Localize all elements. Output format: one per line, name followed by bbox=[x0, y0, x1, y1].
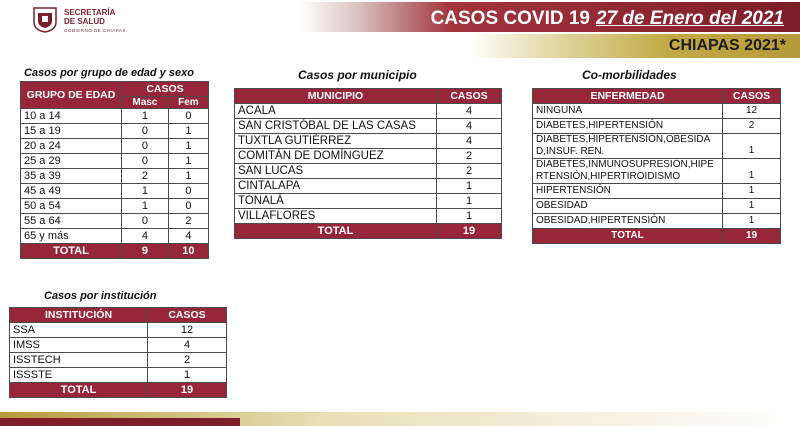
age-group-cell: 50 a 54 bbox=[21, 199, 122, 214]
disease-cases-cell: 1 bbox=[723, 134, 781, 159]
municipality-cases-cell: 4 bbox=[437, 134, 502, 149]
municipality-total-row: TOTAL 19 bbox=[235, 224, 502, 239]
disease-name-cell: OBESIDAD bbox=[533, 199, 723, 214]
table-row bbox=[21, 169, 209, 184]
municipality-name-cell: COMITÁN DE DOMÍNGUEZ bbox=[235, 149, 437, 164]
comorbidity-table bbox=[532, 88, 781, 244]
table-row bbox=[21, 229, 209, 244]
disease-cases-cell: 1 bbox=[723, 184, 781, 199]
coat-of-arms-logo bbox=[30, 4, 60, 34]
institution-table bbox=[9, 307, 227, 398]
male-count-cell: 0 bbox=[122, 124, 169, 139]
municipality-cases-cell: 2 bbox=[437, 149, 502, 164]
disease-cases-cell: 1 bbox=[723, 199, 781, 214]
male-count-cell: 1 bbox=[122, 184, 169, 199]
table-row bbox=[21, 199, 209, 214]
table-row bbox=[10, 323, 227, 338]
page-title: CASOS COVID 19 27 de Enero del 2021 bbox=[430, 8, 784, 29]
table-row bbox=[533, 199, 781, 214]
age-group-header: GRUPO DE EDAD bbox=[21, 82, 122, 109]
municipality-table-caption: Casos por municipio bbox=[298, 68, 417, 82]
table-row bbox=[235, 209, 502, 224]
female-header: Fem bbox=[168, 97, 208, 109]
table-row bbox=[533, 119, 781, 134]
municipality-cases-cell: 4 bbox=[437, 119, 502, 134]
title-banner bbox=[300, 2, 800, 32]
male-count-cell: 2 bbox=[122, 169, 169, 184]
disease-name-cell: DIABETES,HIPERTENSIÓN bbox=[533, 119, 723, 134]
institution-name-cell: SSA bbox=[10, 323, 148, 338]
cases-header: CASOS bbox=[122, 82, 209, 97]
table-row bbox=[21, 184, 209, 199]
org-name: SECRETARÍA DE SALUD GOBIERNO DE CHIAPAS bbox=[64, 8, 126, 33]
comorbidity-total-row: TOTAL 19 bbox=[533, 229, 781, 244]
comorbidity-table-caption: Co-morbilidades bbox=[582, 68, 677, 82]
municipality-name-cell: TUXTLA GUTIÉRREZ bbox=[235, 134, 437, 149]
table-row bbox=[235, 194, 502, 209]
table-row bbox=[10, 338, 227, 353]
age-group-cell: 20 a 24 bbox=[21, 139, 122, 154]
table-row bbox=[235, 119, 502, 134]
female-count-cell: 0 bbox=[168, 109, 208, 124]
municipality-header: MUNICIPIO bbox=[235, 89, 437, 104]
municipality-name-cell: ACALA bbox=[235, 104, 437, 119]
municipality-cases-cell: 2 bbox=[437, 164, 502, 179]
disease-cases-cell: 12 bbox=[723, 104, 781, 119]
table-row bbox=[235, 179, 502, 194]
male-count-cell: 0 bbox=[122, 214, 169, 229]
female-count-cell: 2 bbox=[168, 214, 208, 229]
institution-total-row: TOTAL 19 bbox=[10, 383, 227, 398]
municipality-cases-cell: 1 bbox=[437, 209, 502, 224]
age-group-cell: 55 a 64 bbox=[21, 214, 122, 229]
institution-header: INSTITUCIÓN bbox=[10, 308, 148, 323]
institution-name-cell: ISSTECH bbox=[10, 353, 148, 368]
state-banner bbox=[470, 34, 800, 58]
female-count-cell: 0 bbox=[168, 184, 208, 199]
municipality-name-cell: SAN LUCAS bbox=[235, 164, 437, 179]
header bbox=[0, 0, 800, 34]
age-sex-table bbox=[20, 81, 209, 259]
age-group-cell: 65 y más bbox=[21, 229, 122, 244]
municipality-name-cell: TONALÁ bbox=[235, 194, 437, 209]
disease-name-cell: OBESIDAD,HIPERTENSIÓN bbox=[533, 214, 723, 229]
age-total-row: TOTAL 9 10 bbox=[21, 244, 209, 259]
institution-table-caption: Casos por institución bbox=[44, 290, 157, 302]
institution-name-cell: ISSSTE bbox=[10, 368, 148, 383]
age-group-cell: 15 a 19 bbox=[21, 124, 122, 139]
male-count-cell: 0 bbox=[122, 139, 169, 154]
comorbidity-cases-header: CASOS bbox=[723, 89, 781, 104]
male-count-cell: 1 bbox=[122, 199, 169, 214]
footer-accent bbox=[0, 418, 240, 426]
table-row bbox=[21, 154, 209, 169]
female-count-cell: 1 bbox=[168, 124, 208, 139]
female-count-cell: 1 bbox=[168, 169, 208, 184]
table-row bbox=[21, 214, 209, 229]
age-group-cell: 10 a 14 bbox=[21, 109, 122, 124]
female-count-cell: 1 bbox=[168, 139, 208, 154]
institution-cases-cell: 12 bbox=[148, 323, 227, 338]
male-count-cell: 0 bbox=[122, 154, 169, 169]
institution-name-cell: IMSS bbox=[10, 338, 148, 353]
disease-cases-cell: 2 bbox=[723, 119, 781, 134]
institution-cases-cell: 4 bbox=[148, 338, 227, 353]
municipality-table bbox=[234, 88, 502, 239]
female-count-cell: 1 bbox=[168, 154, 208, 169]
institution-cases-header: CASOS bbox=[148, 308, 227, 323]
male-header: Masc bbox=[122, 97, 169, 109]
table-row bbox=[533, 184, 781, 199]
table-row bbox=[533, 104, 781, 119]
table-row bbox=[235, 134, 502, 149]
disease-name-cell: HIPERTENSIÓN bbox=[533, 184, 723, 199]
table-row bbox=[533, 214, 781, 229]
female-count-cell: 4 bbox=[168, 229, 208, 244]
table-row bbox=[21, 109, 209, 124]
table-row bbox=[21, 139, 209, 154]
state-label: CHIAPAS 2021* bbox=[668, 37, 786, 54]
municipality-cases-header: CASOS bbox=[437, 89, 502, 104]
age-group-cell: 45 a 49 bbox=[21, 184, 122, 199]
table-row bbox=[533, 159, 781, 184]
institution-cases-cell: 1 bbox=[148, 368, 227, 383]
disease-name-cell: NINGUNA bbox=[533, 104, 723, 119]
disease-cases-cell: 1 bbox=[723, 159, 781, 184]
disease-cases-cell: 1 bbox=[723, 214, 781, 229]
table-row bbox=[10, 353, 227, 368]
table-row bbox=[235, 104, 502, 119]
age-table-caption: Casos por grupo de edad y sexo bbox=[24, 67, 194, 79]
age-group-cell: 35 a 39 bbox=[21, 169, 122, 184]
municipality-cases-cell: 4 bbox=[437, 104, 502, 119]
municipality-cases-cell: 1 bbox=[437, 179, 502, 194]
table-row bbox=[21, 124, 209, 139]
table-row bbox=[10, 368, 227, 383]
table-row bbox=[235, 149, 502, 164]
disease-header: ENFERMEDAD bbox=[533, 89, 723, 104]
age-group-cell: 25 a 29 bbox=[21, 154, 122, 169]
municipality-name-cell: CINTALAPA bbox=[235, 179, 437, 194]
female-count-cell: 0 bbox=[168, 199, 208, 214]
male-count-cell: 1 bbox=[122, 109, 169, 124]
disease-name-cell: DIABETES,HIPERTENSIÓN,OBESIDAD,INSUF. REN. bbox=[533, 134, 723, 159]
municipality-name-cell: VILLAFLORES bbox=[235, 209, 437, 224]
disease-name-cell: DIABETES,INMUNOSUPRESIÓN,HIPERTENSIÓN,HIPERTIROIDISMO bbox=[533, 159, 723, 184]
male-count-cell: 4 bbox=[122, 229, 169, 244]
table-row bbox=[235, 164, 502, 179]
municipality-name-cell: SAN CRISTÓBAL DE LAS CASAS bbox=[235, 119, 437, 134]
report-date: 27 de Enero del 2021 bbox=[596, 8, 784, 29]
table-row bbox=[533, 134, 781, 159]
municipality-cases-cell: 1 bbox=[437, 194, 502, 209]
institution-cases-cell: 2 bbox=[148, 353, 227, 368]
